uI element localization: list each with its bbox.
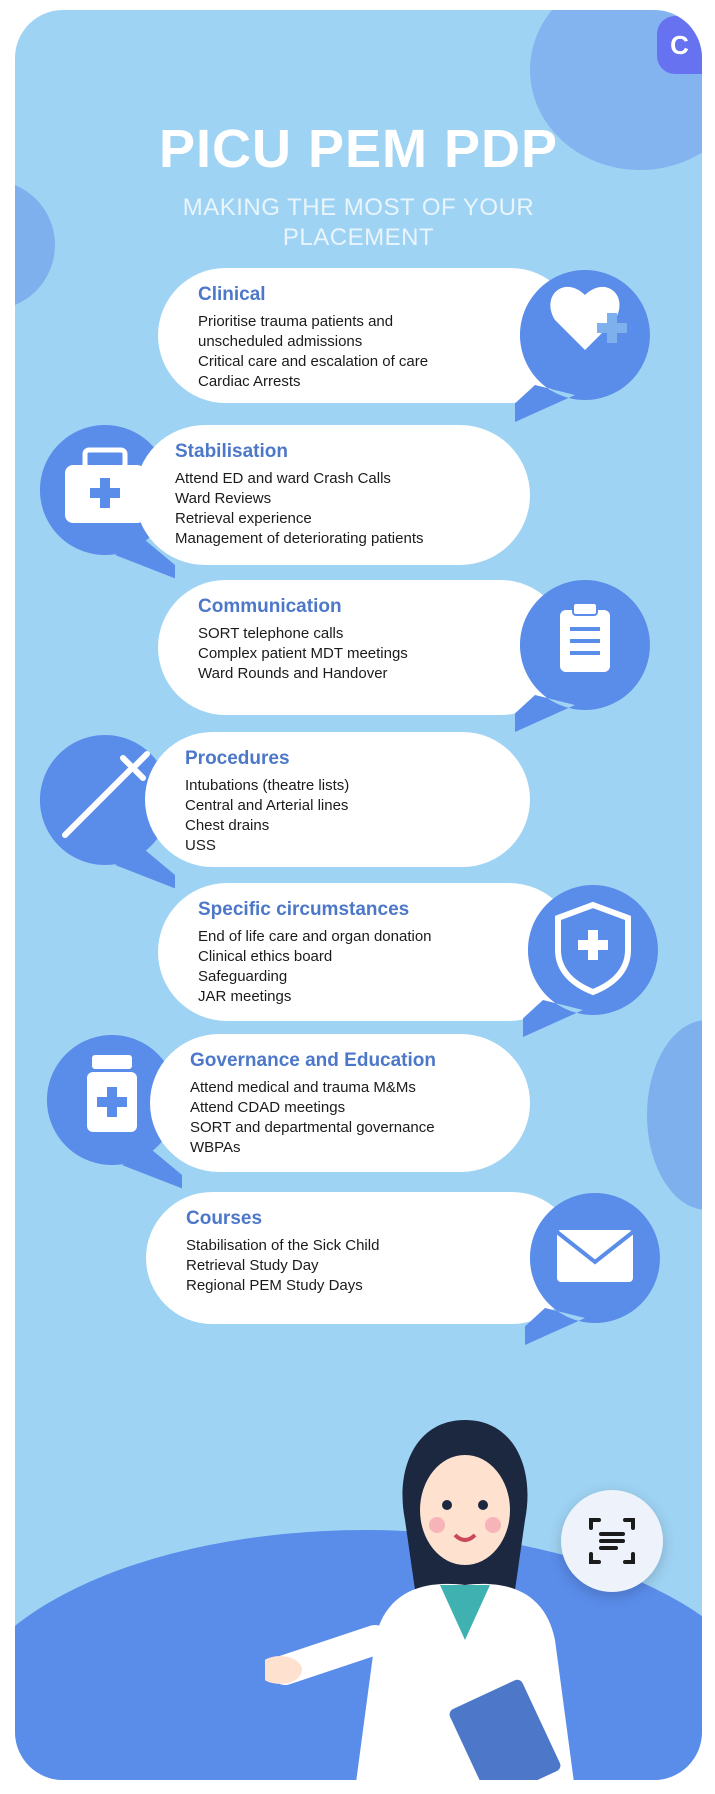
list-item: USS — [185, 837, 216, 854]
section-governance-and-education — [150, 1034, 530, 1172]
section-specific-circumstances — [158, 883, 578, 1021]
list-item: Cardiac Arrests — [198, 373, 301, 390]
shield-plus-icon — [523, 880, 663, 1055]
list-item: WBPAs — [190, 1139, 241, 1156]
section-communication — [158, 580, 568, 715]
list-item: Critical care and escalation of care — [198, 353, 429, 370]
clipboard-icon — [515, 575, 655, 750]
section-heading: Procedures — [185, 748, 290, 769]
list-item: Ward Reviews — [175, 490, 272, 507]
list-item: Complex patient MDT meetings — [198, 645, 408, 662]
section-heading: Specific circumstances — [198, 899, 410, 920]
section-heading: Communication — [198, 596, 342, 617]
infographic-card — [15, 10, 702, 1780]
list-item: Retrieval Study Day — [186, 1257, 319, 1274]
list-item: Retrieval experience — [175, 510, 312, 527]
list-item: SORT and departmental governance — [190, 1119, 435, 1136]
list-item: Chest drains — [185, 817, 270, 834]
list-item: Central and Arterial lines — [185, 797, 349, 814]
section-heading: Clinical — [198, 284, 266, 305]
section-procedures — [145, 732, 530, 867]
section-heading: Governance and Education — [190, 1050, 436, 1071]
decorative-circle-left — [15, 180, 55, 310]
list-item: End of life care and organ donation — [198, 928, 432, 945]
envelope-icon — [525, 1188, 665, 1363]
section-stabilisation — [135, 425, 530, 565]
text-scan-button[interactable] — [561, 1490, 663, 1592]
list-item: Stabilisation of the Sick Child — [186, 1237, 380, 1254]
list-item: unscheduled admissions — [198, 333, 363, 350]
corner-chip[interactable]: C — [657, 16, 702, 74]
list-item: Management of deteriorating patients — [175, 530, 424, 547]
list-item: Regional PEM Study Days — [186, 1277, 363, 1294]
section-courses — [146, 1192, 578, 1324]
heart-plus-icon — [515, 265, 655, 440]
section-heading: Courses — [186, 1208, 263, 1229]
poster-subtitle: MAKING THE MOST OF YOUR PLACEMENT — [182, 194, 535, 251]
list-item: Attend CDAD meetings — [190, 1099, 346, 1116]
scan-text-icon — [561, 1490, 663, 1592]
list-item: Intubations (theatre lists) — [185, 777, 350, 794]
list-item: JAR meetings — [198, 988, 292, 1005]
list-item: Attend ED and ward Crash Calls — [175, 470, 391, 487]
list-item: Clinical ethics board — [198, 948, 333, 965]
section-heading: Stabilisation — [175, 441, 288, 462]
list-item: Safeguarding — [198, 968, 288, 985]
list-item: Prioritise trauma patients and — [198, 313, 394, 330]
list-item: Attend medical and trauma M&Ms — [190, 1079, 416, 1096]
list-item: SORT telephone calls — [198, 625, 344, 642]
poster-title: PICU PEM PDP — [158, 119, 559, 179]
list-item: Ward Rounds and Handover — [198, 665, 388, 682]
